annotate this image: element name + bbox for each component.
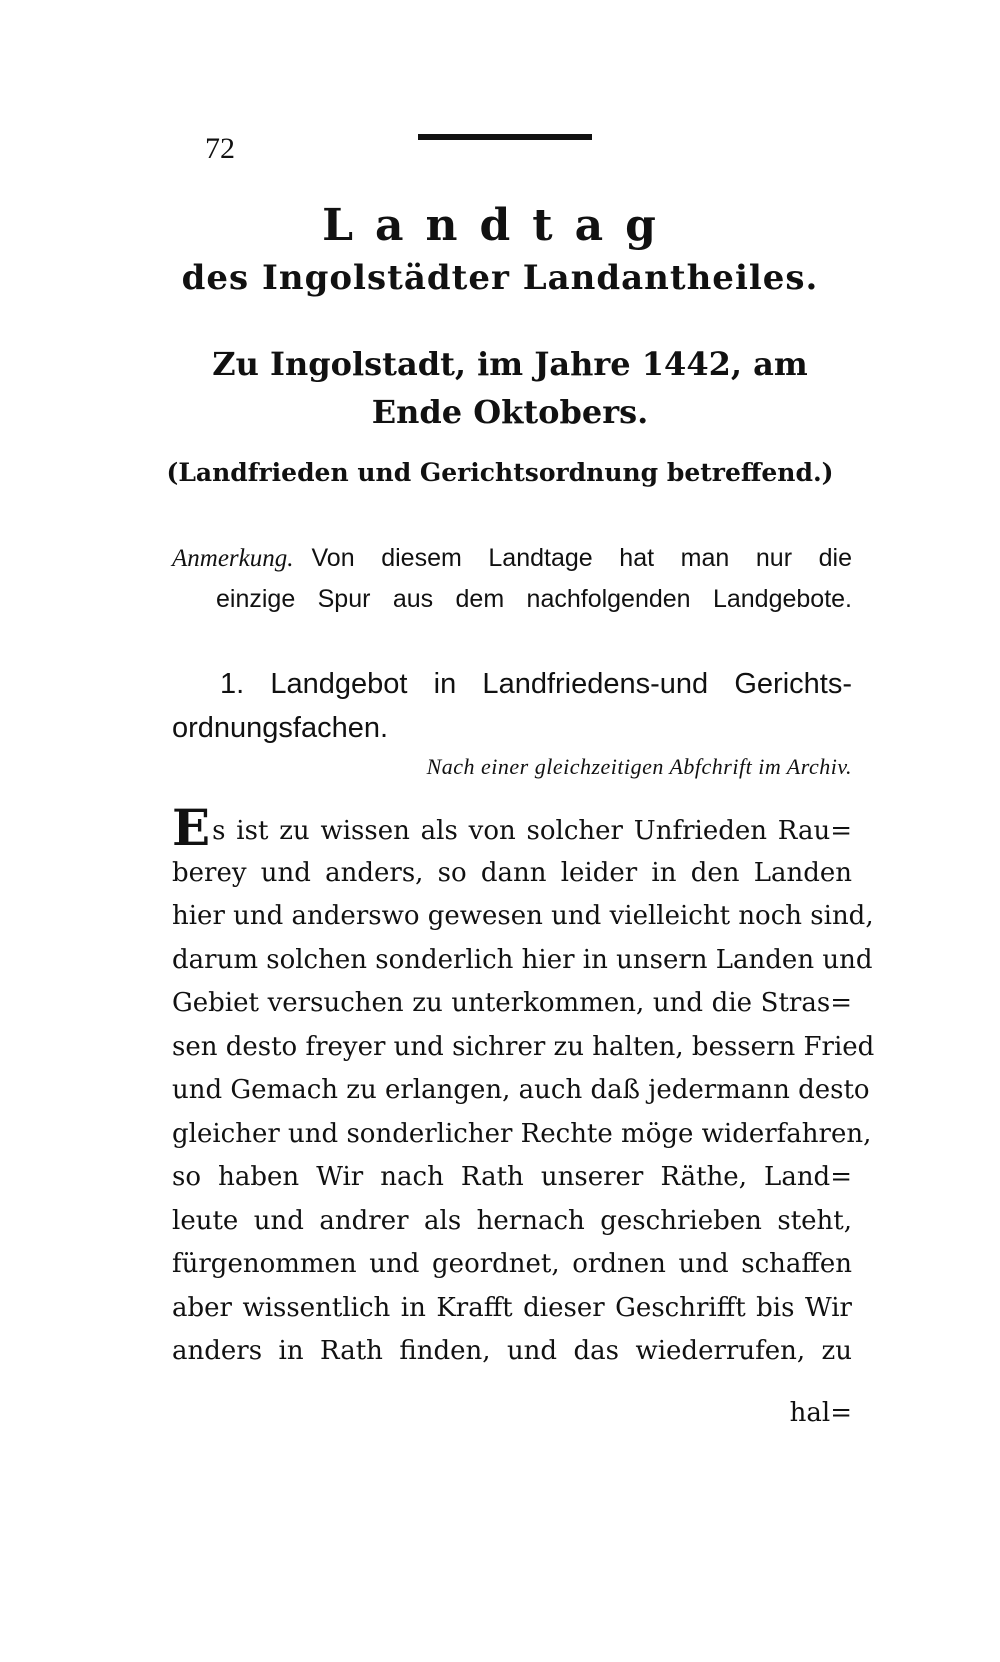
body-line: darum solchen sonderlich hier in unsern Landen und xyxy=(172,944,873,975)
section-heading-line-1: 1. Landgebot in Landfriedens-und Gerichts- xyxy=(220,668,852,700)
body-line: und Gemach zu erlangen, auch daß jedermann desto xyxy=(172,1075,870,1105)
body-line: berey und anders, so dann leider in den Landen xyxy=(172,857,852,888)
source-note: Nach einer gleichzeitigen Abfchrift im Archiv. xyxy=(426,754,852,779)
body-line: anders in Rath finden, und das wiederrufen, zu xyxy=(172,1336,852,1366)
body-text xyxy=(172,798,875,1374)
section-heading xyxy=(172,662,852,750)
header-rule xyxy=(418,134,592,140)
body-line: aber wissentlich in Krafft dieser Geschrifft bis Wir xyxy=(172,1292,852,1323)
page-title: Landtag xyxy=(322,200,678,251)
catchword: hal= xyxy=(789,1398,852,1428)
subject-line: (Landfrieden und Gerichtsordnung betreffend.) xyxy=(166,458,834,487)
note-label: Anmerkung. xyxy=(172,545,294,572)
body-line xyxy=(172,798,852,857)
body-line: so haben Wir nach Rath unserer Räthe, Land= xyxy=(172,1162,852,1192)
body-line-text: s ist zu wissen als von solcher Unfrieden Rau= xyxy=(212,816,852,846)
note-text-1: Von diesem Landtage hat man nur die xyxy=(311,544,852,572)
note-line-2: einzige Spur aus dem nachfolgenden Landgebote. xyxy=(216,585,852,613)
page-subtitle: des Ingolstädter Landantheiles. xyxy=(181,258,819,298)
place-date-heading: Zu Ingolstadt, im Jahre 1442, am Ende Oktobers. xyxy=(212,345,808,431)
page-number: 72 xyxy=(205,132,235,165)
body-line: sen desto freyer und sichrer zu halten, bessern Fried xyxy=(172,1031,875,1062)
drop-initial: E xyxy=(172,798,211,857)
body-line: leute und andrer als hernach geschrieben steht, xyxy=(172,1205,852,1236)
body-line: hier und anderswo gewesen und vielleicht noch sind, xyxy=(172,901,874,931)
note-line-1 xyxy=(172,538,852,579)
editor-note xyxy=(172,538,852,619)
body-line: fürgenommen und geordnet, ordnen und schaffen xyxy=(172,1249,852,1279)
body-line: Gebiet versuchen zu unterkommen, und die Stras= xyxy=(172,988,852,1018)
section-heading-line-2: ordnungsfachen. xyxy=(172,712,389,744)
body-line: gleicher und sonderlicher Rechte möge widerfahren, xyxy=(172,1118,872,1149)
